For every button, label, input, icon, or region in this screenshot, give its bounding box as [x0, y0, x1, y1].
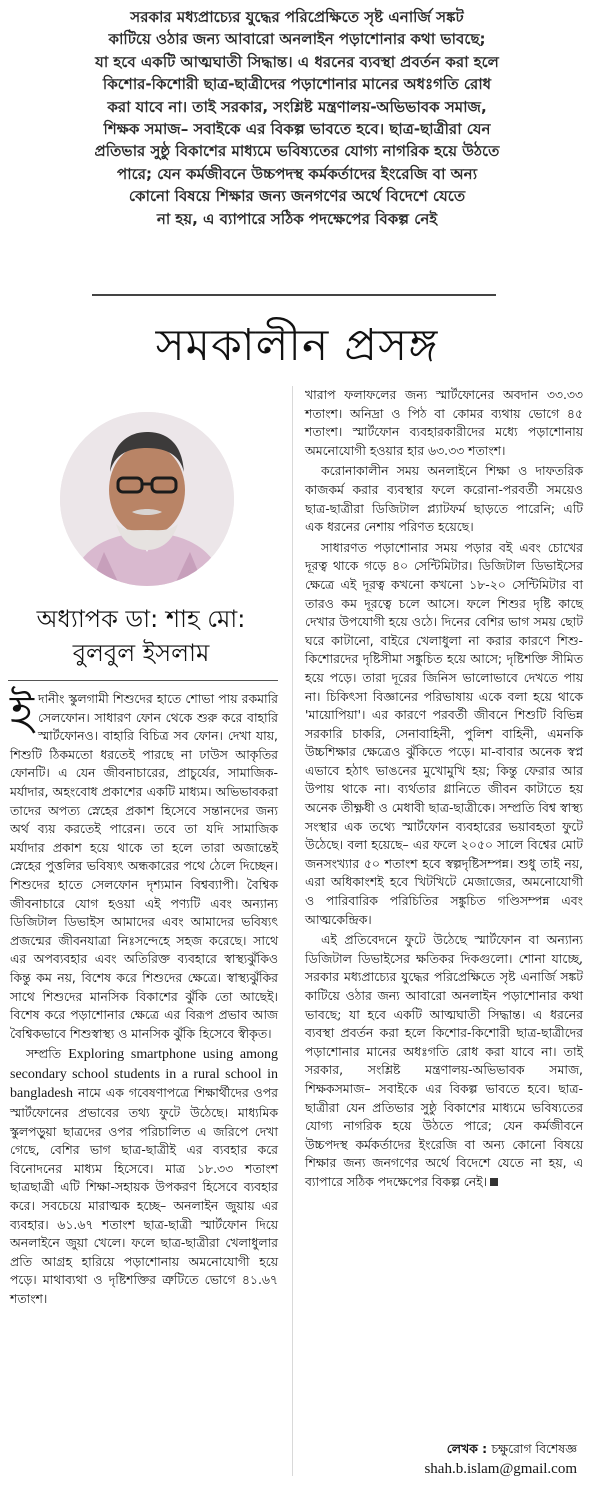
end-mark-icon [490, 1178, 498, 1186]
article-column-right [305, 386, 583, 1192]
pull-quote-line: পারে; যেন কর্মজীবনে উচ্চপদস্থ কর্মকর্তাদের ইংরেজি বা অন্য [116, 164, 478, 183]
pull-quote-line: না হয়, এ ব্যাপারে সঠিক পদক্ষেপের বিকল্প নেই [156, 209, 438, 228]
paragraph-text: নামে এক গবেষণাপত্রে শিক্ষার্থীদের ওপর স্মার্টফোনের প্রভাবের তথ্য ফুটে উঠেছে। মাধ্যমিক স্কুলপড়ুয়া ছাত্রদের ওপর পরিচালিত এ জরিপে দেখা গেছে, বেশির ভাগ ছাত্র-ছাত্রীই এর ব্যবহার করে বিনোদনের মাধ্যম হিসেবে। মাত্র ১৮.৩৩ শতাংশ ছাত্রছাত্রী এটি শিক্ষা-সহায়ক উপকরণ হিসেবে ব্যবহার করে। সবচেয়ে মারাত্মক হচ্ছে– অনলাইন জুয়ায় এর ব্যবহার। ৬১.৬৭ শতাংশ ছাত্র-ছাত্রী স্মার্টফোন দিয়ে অনলাইনে জুয়া খেলে। ফলে ছাত্র-ছাত্রীরা খেলাধুলার প্রতি আগ্রহ হারিয়ে পড়াশোনায় অমনোযোগী হয়ে পড়ে। মাথাব্যথা ও দৃষ্টিশক্তির ত্রুটিতে ভোগে ৪১.৬৭ শতাংশ। [10, 1085, 278, 1306]
article-paragraph [10, 685, 278, 1043]
author-name-line2: বুলবুল ইসলাম [72, 639, 210, 667]
writer-designation: চক্ষুরোগ বিশেষজ্ঞ [491, 1441, 577, 1456]
paragraph-text: দানীং স্কুলগামী শিশুদের হাতে শোভা পায় রকমারি সেলফোন। সাধারণ ফোন থেকে শুরু করে বাহারি স্মার্টফোনও। বাহারি বিচিত্র সব ফোন। দেখা যায়, শিশুটি ঠিকমতো ধরতেই পারছে না ঢাউস আকৃতির ফোনটি। এ যেন জীবনাচারের, প্রাচুর্যের, সামাজিক-মর্যাদার, অহংবোধ প্রকাশের একটি মাধ্যম। অভিভাবকরা তাদের অপত্য স্নেহের প্রকাশ হিসেবে সন্তানদের জন্য অর্থ ব্যয় করতেই পারেন। তবে তা যদি সামাজিক মর্যাদার প্রকাশ হয়ে থাকে তা হলে তারা অজান্তেই স্নেহের পুত্তলির ভবিষ্যৎ অন্ধকারের পথে ঠেলে দিচ্ছেন। শিশুদের হাতে সেলফোন দৃশ্যমান বিশ্বব্যাপী। বৈশ্বিক জীবনাচারে যোগ হওয়া এই পণ্যটি এবং অন্যান্য ডিজিটাল ডিভাইস আমাদের এবং আমাদের ভবিষ্যৎ প্রজন্মের জীবনযাত্রা নিঃসন্দেহে সহজ করেছে। সাথে এর অপব্যবহার এবং অতিরিক্ত ব্যবহারে স্বাস্থ্যঝুঁকিও কিন্তু কম নয়, বিশেষ করে শিশুদের ক্ষেত্রে। স্বাস্থ্যঝুঁকির সাথে শিশুদের মানসিক বিকাশের ঝুঁকি তো আছেই। বিশেষ করে পড়াশোনার ক্ষেত্রে এর বিরূপ প্রভাব আজ বৈশ্বিকভাবে শিশুস্বাস্থ্য ও মানসিক ঝুঁকি হিসেবে স্বীকৃত। [10, 691, 278, 1041]
pull-quote-divider [92, 294, 496, 296]
article-paragraph [10, 1045, 278, 1308]
writer-credit [305, 1440, 577, 1458]
paragraph-text: সম্প্রতি [26, 1046, 69, 1062]
pull-quote-line: প্রতিভার সুষ্ঠু বিকাশের মাধ্যমে ভবিষ্যতের যোগ্য নাগরিক হয়ে উঠতে [94, 142, 500, 161]
pull-quote-line: কোনো বিষয়ে শিক্ষার জন্য জনগণের অর্থে বিদেশে যেতে [128, 187, 466, 206]
study-title-english: Exploring smartphone using among secondary school students in a rural school in bangladesh [10, 1047, 278, 1102]
drop-cap: ই [10, 685, 34, 739]
pull-quote-line: কাটিয়ে ওঠার জন্য আবারো অনলাইন পড়াশোনার কথা ভাবছে; [108, 30, 486, 49]
article-paragraph: করোনাকালীন সময় অনলাইনে শিক্ষা ও দাফতরিক কাজকর্ম করার ব্যবস্থার ফলে করোনা-পরবর্তী সময়েও ছাত্র-ছাত্রীরা ডিজিটাল প্ল্যাটফর্ম ছাড়তে পারেনি; এটি এক ধরনের নেশায় পরিণত হয়েছে। [305, 463, 583, 535]
writer-email: shah.b.islam@gmail.com [424, 1461, 577, 1477]
pull-quote-line: শিক্ষক সমাজ– সবাইকে এর বিকল্প ভাবতে হবে। ছাত্র-ছাত্রীরা যেন [103, 120, 491, 139]
author-name-line1: অধ্যাপক ডা: শাহ মো: [36, 605, 246, 633]
author-name [6, 602, 276, 670]
writer-label: লেখক : [446, 1441, 492, 1456]
pull-quote-line: সরকার মধ্যপ্রাচ্যের যুদ্ধের পরিপ্রেক্ষিতে সৃষ্ট এনার্জি সঙ্কট [130, 8, 464, 26]
article-paragraph: খারাপ ফলাফলের জন্য স্মার্টফোনের অবদান ৩৩.৩৩ শতাংশ। অনিদ্রা ও পিঠ বা কোমর ব্যথায় ভোগে ৪৫ শতাংশ। স্মার্টফোন ব্যবহারকারীদের মধ্যে পড়াশোনায় অমনোযোগী হওয়ার হার ৬৩.৩৩ শতাংশ। [305, 387, 583, 458]
column-divider [292, 386, 293, 1476]
author-photo [60, 412, 234, 586]
section-title: সমকালীন প্রসঙ্গ [155, 320, 439, 371]
pull-quote-line: কিশোর-কিশোরী ছাত্র-ছাত্রীদের পড়াশোনার মানের অধঃগতি রোধ [102, 75, 492, 94]
article-paragraph [305, 931, 583, 1191]
author-divider [8, 680, 278, 681]
article-paragraph: সাধারণত পড়াশোনার সময় পড়ার বই এবং চোখের দূরত্ব থাকে গড়ে ৪০ সেন্টিমিটার। ডিজিটাল ডিভাইসের ক্ষেত্রে এই দূরত্ব কখনো কখনো ১৮-২০ সেন্টিমিটার বা তারও কম দূরত্বে চলে আসে। ফলে শিশুর দৃষ্টি কাছে দেখার উপযোগী হয়ে ওঠে। দিনের বেশির ভাগ সময় ছোট ঘরে কাটানো, বাইরে খেলাধুলা না করার কারণে শিশু-কিশোরদের দৃষ্টিসীমা সঙ্কুচিত হয়ে আসে; দৃষ্টিশক্তি সীমিত হয়ে পড়ে। তারা দূরের জিনিস ভালোভাবে দেখতে পায় না। চিকিৎসা বিজ্ঞানের পরিভাষায় একে বলা হয়ে থাকে 'মায়োপিয়া'। এর কারণে পরবর্তী জীবনে শিশুটি বিভিন্ন সরকারি চাকরি, সেনাবাহিনী, পুলিশ বাহিনী, এমনকি উচ্চশিক্ষার ক্ষেত্রেও ঝুঁকিতে পড়ে। মা-বাবার অনেক স্বপ্ন এভাবে হঠাৎ ভাঙনের মুখোমুখি হয়; কিন্তু ফেরার আর উপায় থাকে না। ব্যর্থতার গ্লানিতে জীবন কাটাতে হয় অনেক তীক্ষ্ণধী ও মেধাবী ছাত্র-ছাত্রীকে। সম্প্রতি বিশ্ব স্বাস্থ্য সংস্থার এক তথ্যে স্মার্টফোন ব্যবহারের ভয়াবহতা ফুটে উঠেছে। বলা হয়েছে– এর ফলে ২০৫০ সালে বিশ্বের মোট জনসংখ্যার ৫০ শতাংশ হবে স্বল্পদৃষ্টিসম্পন্ন। শুধু তাই নয়, এরা অধিকাংশই হবে খিটখিটে মেজাজের, অমনোযোগী ও পারিবারিক পরিচিতির সঙ্কুচিত গণ্ডিসম্পন্ন এবং আত্মকেন্দ্রিক। [305, 539, 583, 927]
pull-quote [34, 6, 560, 230]
paragraph-text: এই প্রতিবেদনে ফুটে উঠেছে স্মার্টফোন বা অন্যান্য ডিজিটাল ডিভাইসের ক্ষতিকর দিকগুলো। শোনা যাচ্ছে, সরকার মধ্যপ্রাচ্যের যুদ্ধের পরিপ্রেক্ষিতে সৃষ্ট এনার্জি সঙ্কট কাটিয়ে ওঠার জন্য আবারো অনলাইন পড়াশোনার কথা ভাবছে; যা হবে একটি আত্মঘাতী সিদ্ধান্ত। এ ধরনের ব্যবস্থা প্রবর্তন করা হলে কিশোর-কিশোরী ছাত্র-ছাত্রীদের পড়াশোনার মানের অধঃগতি রোধ করা যাবে না। তাই সরকার, সংশ্লিষ্ট মন্ত্রণালয়-অভিভাবক সমাজ, শিক্ষকসমাজ– সবাইকে এর বিকল্প ভাবতে হবে। ছাত্র-ছাত্রীরা যেন প্রতিভার সুষ্ঠু বিকাশের মাধ্যমে ভবিষ্যতের যোগ্য নাগরিক হয়ে উঠতে পারে; যেন কর্মজীবনে উচ্চপদস্থ কর্মকর্তাদের ইংরেজি বা অন্য কোনো বিষয়ে শিক্ষার জন্য জনগণের অর্থে বিদেশে যেতে না হয়, এ ব্যাপারে সঠিক পদক্ষেপের বিকল্প নেই। [305, 932, 583, 1189]
pull-quote-line: যা হবে একটি আত্মঘাতী সিদ্ধান্ত। এ ধরনের ব্যবস্থা প্রবর্তন করা হলে [95, 52, 499, 71]
article-column-left [10, 685, 278, 1309]
author-portrait-icon [60, 412, 234, 586]
pull-quote-line: করা যাবে না। তাই সরকার, সংশ্লিষ্ট মন্ত্রণালয়-অভিভাবক সমাজ, [107, 97, 487, 116]
